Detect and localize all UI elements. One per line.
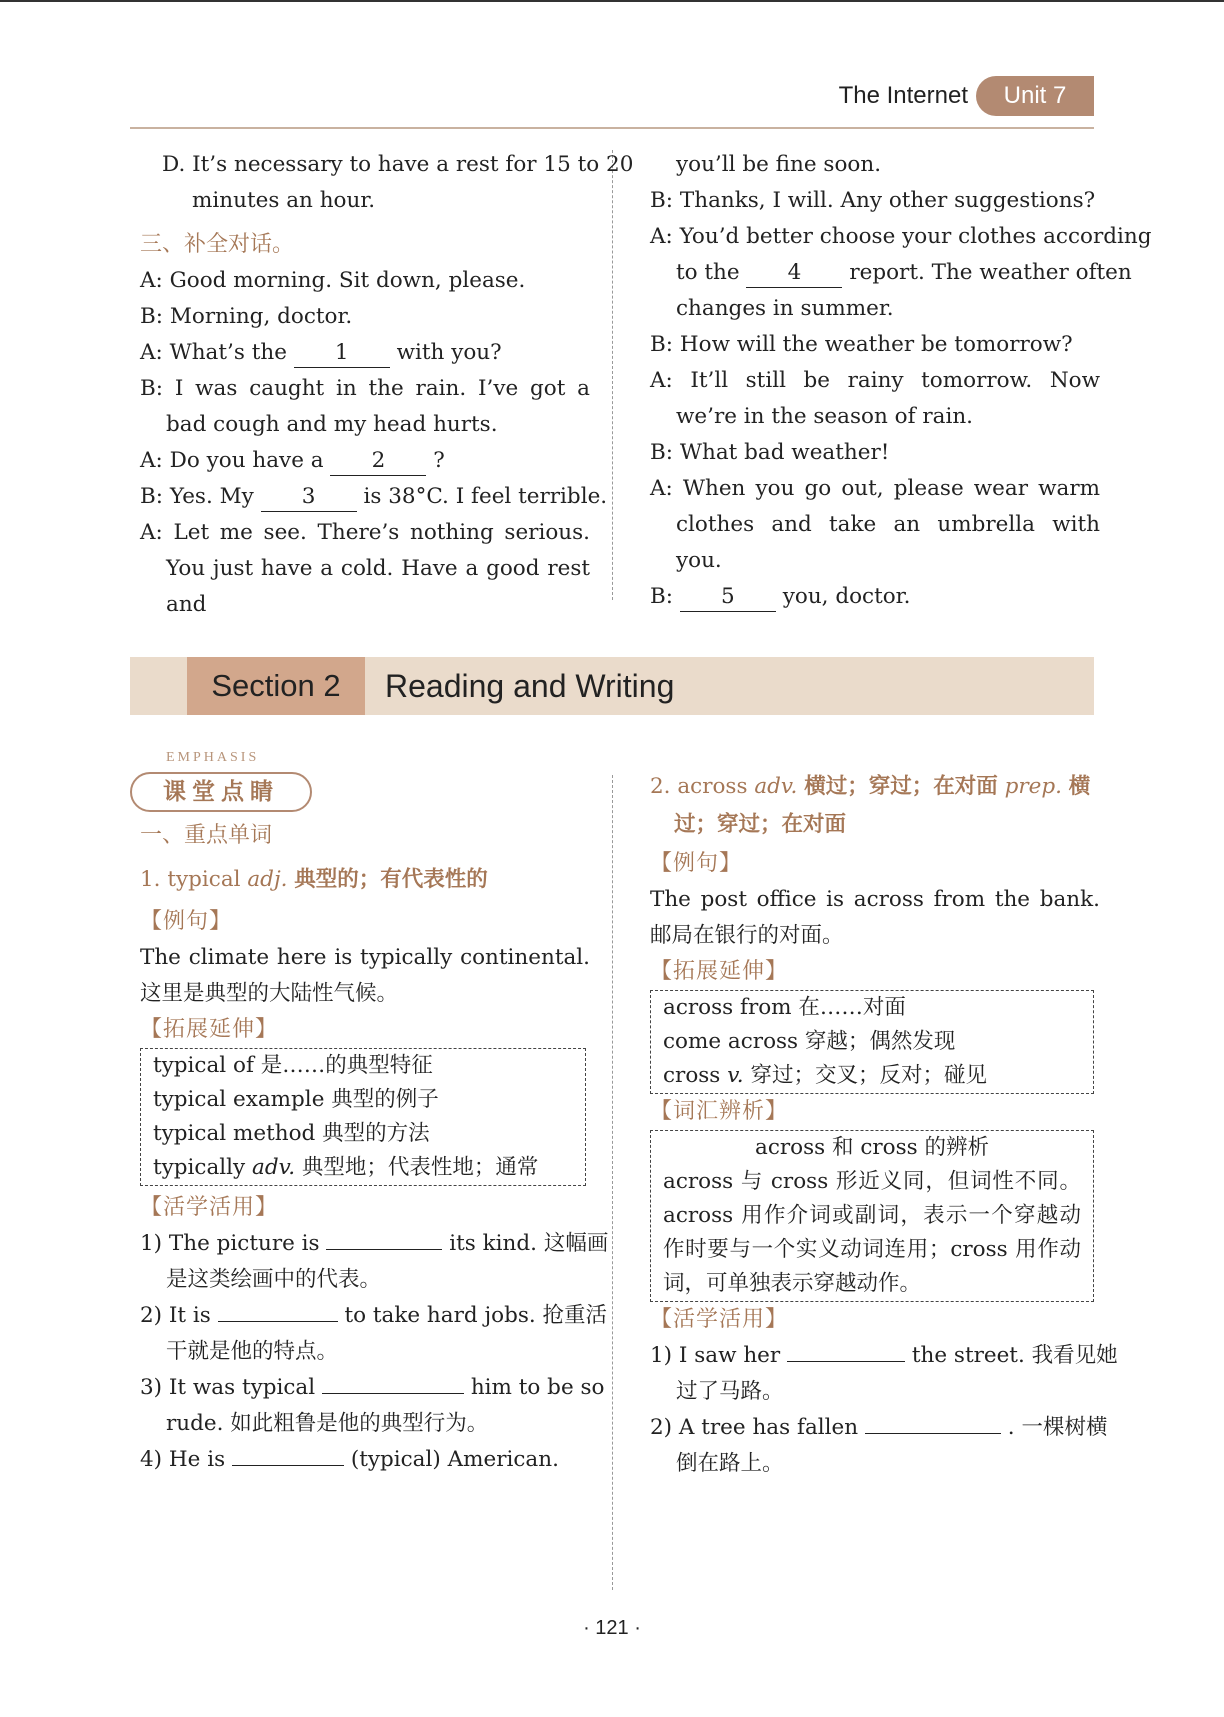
dialogue-line: A: It’ll still be rainy tomorrow. Now we’re in the season of rain. bbox=[650, 368, 1100, 429]
vocab-right-column bbox=[650, 768, 1118, 1482]
blank-2[interactable]: 2 bbox=[330, 447, 426, 476]
example-sentence: The post office is across from the bank. 邮局在银行的对面。 bbox=[650, 887, 1100, 948]
vocab-analysis-title: across 和 cross 的辨析 bbox=[755, 1135, 989, 1160]
dialogue-text: is 38°C. I feel terrible. bbox=[363, 484, 608, 509]
practice-text: 4) He is bbox=[140, 1447, 226, 1472]
practice-item bbox=[140, 1298, 608, 1334]
vocab-left-column bbox=[140, 818, 609, 1478]
dialogue-text: you, doctor. bbox=[782, 584, 911, 609]
dialogue-text: to the bbox=[676, 260, 740, 285]
extension-word: typically bbox=[153, 1155, 246, 1180]
word-meaning: 横过；穿过；在对面 bbox=[804, 774, 998, 799]
practice-text: . 一棵树横 bbox=[1007, 1415, 1108, 1440]
blank-5[interactable]: 5 bbox=[680, 583, 776, 612]
dialogue-line: B: Thanks, I will. Any other suggestions? bbox=[650, 188, 1096, 213]
practice-blank[interactable] bbox=[865, 1433, 1001, 1434]
practice-blank[interactable] bbox=[232, 1465, 344, 1466]
word-meaning: 横过；穿过；在对面 bbox=[674, 774, 1091, 837]
practice-item-cont: rude. 如此粗鲁是他的典型行为。 bbox=[166, 1411, 489, 1436]
column-divider-bottom bbox=[612, 775, 613, 1590]
word-entry-across bbox=[650, 768, 1100, 844]
dialogue-text: with you? bbox=[396, 340, 502, 365]
dialogue-left-column bbox=[140, 147, 634, 623]
practice-text: 2) A tree has fallen bbox=[650, 1415, 859, 1440]
practice-item bbox=[650, 1338, 1118, 1374]
extension-label: 【拓展延伸】 bbox=[140, 1017, 279, 1042]
dialogue-line bbox=[650, 255, 1132, 291]
word-headword: 2. across bbox=[650, 774, 748, 799]
extension-label: 【拓展延伸】 bbox=[650, 959, 789, 984]
header-title: The Internet bbox=[838, 82, 968, 109]
extension-item: typical example 典型的例子 bbox=[153, 1087, 439, 1112]
extension-item bbox=[153, 1151, 573, 1185]
header-rule bbox=[130, 127, 1094, 129]
top-border bbox=[0, 0, 1224, 2]
practice-text: the street. 我看见她 bbox=[911, 1343, 1118, 1368]
dialogue-line: A: Good morning. Sit down, please. bbox=[140, 268, 526, 293]
practice-text: to take hard jobs. 抢重活 bbox=[344, 1303, 608, 1328]
extension-pos: v. bbox=[727, 1063, 744, 1088]
dialogue-text: ? bbox=[433, 448, 445, 473]
example-label: 【例句】 bbox=[140, 909, 233, 934]
practice-blank[interactable] bbox=[322, 1393, 464, 1394]
dialogue-line: B: What bad weather! bbox=[650, 440, 890, 465]
extension-item bbox=[663, 1059, 1081, 1093]
practice-label: 【活学活用】 bbox=[140, 1195, 279, 1220]
practice-item bbox=[650, 1410, 1108, 1446]
dialogue-text: A: Do you have a bbox=[140, 448, 324, 473]
dialogue-line: A: When you go out, please wear warm clothes and take an umbrella with you. bbox=[650, 476, 1100, 573]
extension-meaning: 典型地；代表性地；通常 bbox=[301, 1155, 539, 1180]
dialogue-line: changes in summer. bbox=[676, 296, 894, 321]
practice-text: 2) It is bbox=[140, 1303, 211, 1328]
practice-blank[interactable] bbox=[326, 1249, 442, 1250]
vocab-analysis-box bbox=[650, 1130, 1094, 1302]
dialogue-text: A: What’s the bbox=[140, 340, 287, 365]
practice-text: 1) The picture is bbox=[140, 1231, 320, 1256]
practice-blank[interactable] bbox=[218, 1321, 338, 1322]
dialogue-line: A: You’d better choose your clothes according bbox=[650, 224, 1152, 249]
word-headword: 1. typical bbox=[140, 867, 241, 892]
word-pos: adv. bbox=[754, 774, 798, 799]
example-sentence: The climate here is typically continental. 这里是典型的大陆性气候。 bbox=[140, 945, 590, 1006]
blank-1[interactable]: 1 bbox=[294, 339, 390, 368]
practice-item bbox=[140, 1226, 609, 1262]
option-d: D. It’s necessary to have a rest for 15 to 20 bbox=[162, 152, 634, 177]
extension-item: typical method 典型的方法 bbox=[153, 1121, 430, 1146]
section-number: Section 2 bbox=[187, 657, 365, 715]
word-entry-typical bbox=[140, 862, 590, 898]
vocab-analysis-label: 【词汇辨析】 bbox=[650, 1099, 789, 1124]
extension-item: across from 在……对面 bbox=[663, 995, 906, 1020]
dialogue-line bbox=[140, 335, 590, 371]
dialogue-line: B: How will the weather be tomorrow? bbox=[650, 332, 1073, 357]
dialogue-text: B: bbox=[650, 584, 674, 609]
dialogue-right-column bbox=[650, 147, 1152, 615]
practice-text: its kind. 这幅画 bbox=[449, 1231, 609, 1256]
extension-item: come across 穿越；偶然发现 bbox=[663, 1029, 956, 1054]
practice-item bbox=[140, 1442, 590, 1478]
section-title: Reading and Writing bbox=[385, 668, 675, 704]
emphasis-label: EMPHASIS bbox=[166, 750, 260, 765]
word-meaning: 典型的；有代表性的 bbox=[294, 867, 488, 892]
unit-badge: Unit 7 bbox=[976, 76, 1094, 116]
dialogue-heading: 三、补全对话。 bbox=[140, 232, 295, 257]
emphasis-badge: 课堂点睛 bbox=[130, 772, 312, 812]
practice-text: 1) I saw her bbox=[650, 1343, 781, 1368]
practice-item-cont: 是这类绘画中的代表。 bbox=[166, 1267, 382, 1292]
dialogue-line: B: I was caught in the rain. I’ve got a bad cough and my head hurts. bbox=[140, 376, 590, 437]
dialogue-line bbox=[650, 579, 1100, 615]
extension-word: cross bbox=[663, 1063, 721, 1088]
blank-4[interactable]: 4 bbox=[746, 259, 842, 288]
key-words-heading: 一、重点单词 bbox=[140, 823, 273, 848]
blank-3[interactable]: 3 bbox=[261, 483, 357, 512]
extension-pos: adv. bbox=[252, 1155, 296, 1180]
dialogue-text: B: Yes. My bbox=[140, 484, 254, 509]
practice-item-cont: 倒在路上。 bbox=[676, 1451, 784, 1476]
extension-box bbox=[140, 1048, 586, 1186]
dialogue-line: B: Morning, doctor. bbox=[140, 304, 353, 329]
extension-meaning: 穿过；交叉；反对；碰见 bbox=[750, 1063, 987, 1088]
practice-text: (typical) American. bbox=[350, 1447, 559, 1472]
practice-item bbox=[140, 1370, 605, 1406]
dialogue-line: you’ll be fine soon. bbox=[676, 152, 882, 177]
example-label: 【例句】 bbox=[650, 851, 743, 876]
page-number: · 121 · bbox=[583, 1617, 641, 1639]
extension-box bbox=[650, 990, 1094, 1094]
dialogue-line bbox=[140, 479, 608, 515]
extension-item: typical of 是……的典型特征 bbox=[153, 1053, 433, 1078]
practice-text: him to be so bbox=[470, 1375, 605, 1400]
practice-text: 3) It was typical bbox=[140, 1375, 316, 1400]
vocab-analysis-body: across 与 cross 形近义同，但词性不同。across 用作介词或副词，表示一个穿越动作时要与一个实义动词连用；cross 用作动词，可单独表示穿越动作。 bbox=[663, 1169, 1081, 1296]
practice-label: 【活学活用】 bbox=[650, 1307, 789, 1332]
dialogue-line: A: Let me see. There’s nothing serious. You just have a cold. Have a good rest and bbox=[140, 520, 590, 617]
dialogue-line bbox=[140, 443, 590, 479]
dialogue-text: report. The weather often bbox=[849, 260, 1132, 285]
practice-blank[interactable] bbox=[787, 1361, 905, 1362]
practice-item-cont: 干就是他的特点。 bbox=[166, 1339, 339, 1364]
word-pos: prep. bbox=[1004, 774, 1062, 799]
column-divider-top bbox=[612, 150, 613, 600]
word-pos: adj. bbox=[247, 867, 288, 892]
option-d-cont: minutes an hour. bbox=[192, 188, 376, 213]
practice-item-cont: 过了马路。 bbox=[676, 1379, 784, 1404]
